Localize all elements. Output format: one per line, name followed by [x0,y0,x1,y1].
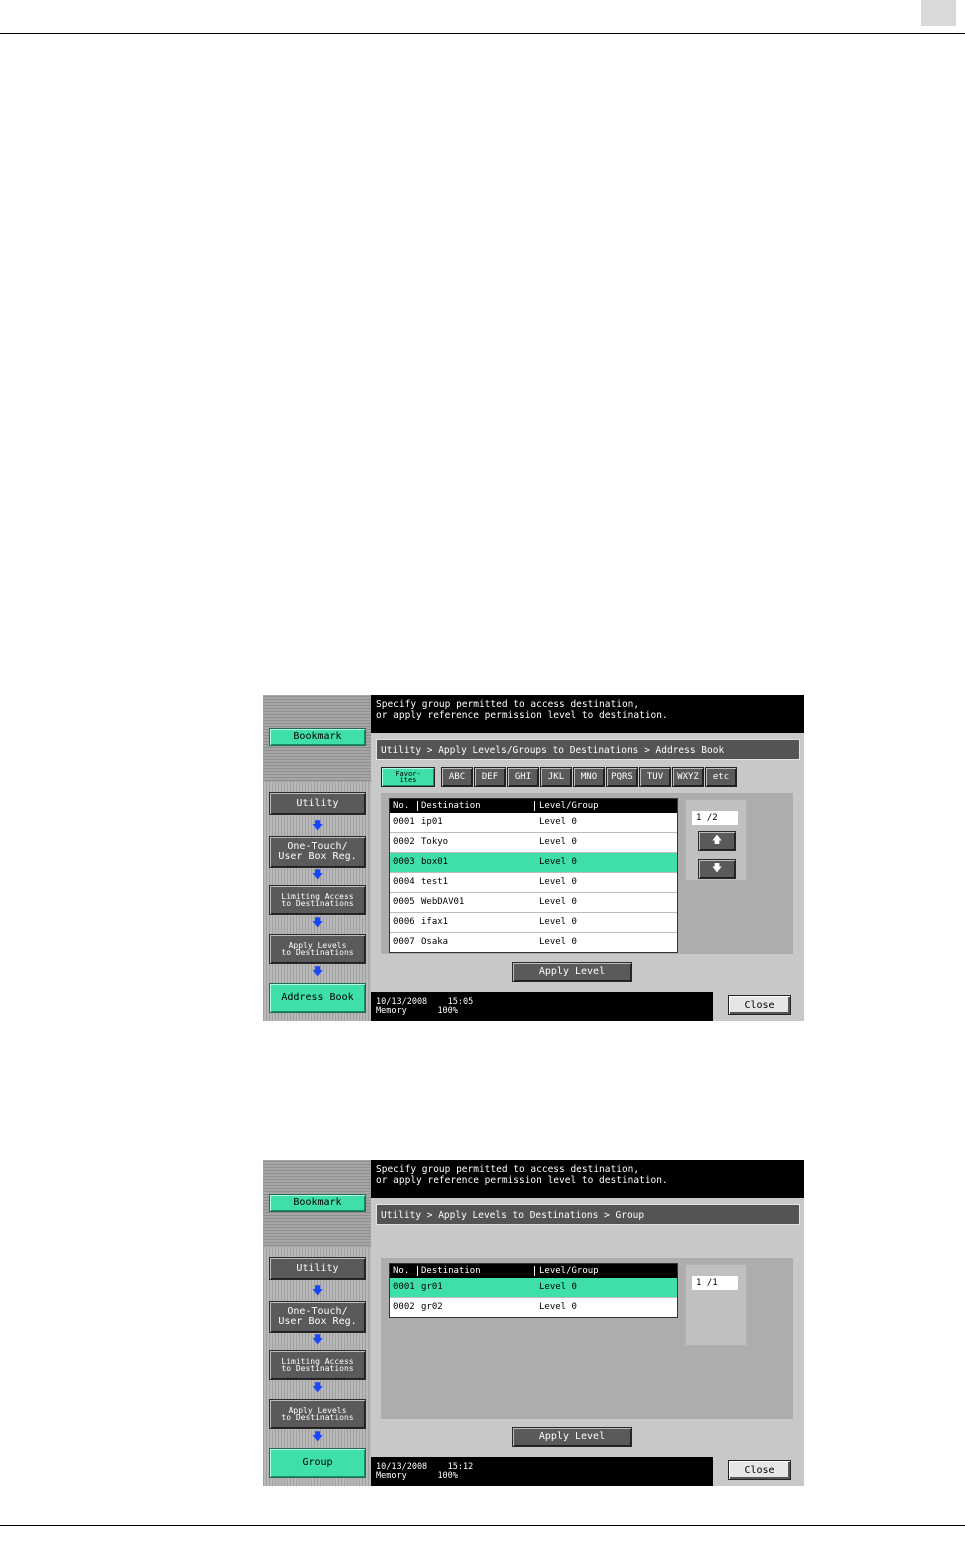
arrow-down-icon: 🡇 [312,1381,324,1394]
table-row[interactable]: 0001 ip01 Level 0 [390,813,677,833]
status-time: 15:05 [447,997,474,1007]
instruction-message: Specify group permitted to access destination, or apply reference permission level to destination. [371,1160,804,1198]
breadcrumb: Utility > Apply Levels/Groups to Destinations > Address Book [376,739,800,760]
nav-limiting-access-button[interactable]: Limiting Access to Destinations [269,1350,366,1380]
apply-level-button[interactable]: Apply Level [512,962,632,982]
index-tab-pqrs[interactable]: PQRS [606,767,638,787]
column-destination: Destination [421,1266,481,1276]
status-bar [371,1457,713,1486]
close-button[interactable]: Close [728,1460,791,1480]
status-time: 15:12 [447,1462,474,1472]
page-up-button[interactable] [698,831,736,851]
nav-limiting-access-button[interactable]: Limiting Access to Destinations [269,885,366,915]
apply-level-button[interactable]: Apply Level [512,1427,632,1447]
header-rule [0,33,965,34]
table-row[interactable]: 0006 ifax1 Level 0 [390,913,677,933]
nav-utility-button[interactable]: Utility [269,1257,366,1280]
arrow-down-icon: 🡇 [312,1333,324,1346]
index-tab-abc[interactable]: ABC [441,767,473,787]
arrow-down-icon: 🡇 [312,819,324,832]
nav-group-button[interactable]: Group [269,1448,366,1478]
page-indicator: 1 /2 [692,811,738,825]
arrow-down-icon: 🡇 [312,1430,324,1443]
arrow-down-icon: 🡇 [312,868,324,881]
table-row[interactable]: 0005 WebDAV01 Level 0 [390,893,677,913]
table-row[interactable]: 0007 Osaka Level 0 [393,937,577,947]
bookmark-button[interactable]: Bookmark [269,1194,366,1212]
arrow-down-icon: 🡇 [711,863,723,874]
index-tab-def[interactable]: DEF [474,767,506,787]
table-row[interactable]: 0004 test1 Level 0 [390,873,677,893]
index-tab-mno[interactable]: MNO [573,767,605,787]
table-header [390,799,677,813]
column-no: No. [393,801,410,811]
index-tab-tuv[interactable]: TUV [639,767,671,787]
status-memory-label: Memory [376,1006,407,1016]
status-memory-value: 100% [437,1006,458,1016]
arrow-down-icon: 🡇 [312,916,324,929]
arrow-up-icon: 🡅 [711,835,723,846]
column-destination: Destination [421,801,481,811]
destination-table [389,798,678,953]
table-row[interactable]: 0002 Tokyo Level 0 [390,833,677,853]
screen-group [263,1160,804,1486]
nav-apply-levels-button[interactable]: Apply Levels to Destinations [269,934,366,964]
nav-address-book-button[interactable]: Address Book [269,983,366,1013]
status-memory-label: Memory [376,1471,407,1481]
arrow-down-icon: 🡇 [312,1284,324,1297]
page-indicator: 1 /1 [692,1276,738,1290]
screen-address-book [263,695,804,1021]
table-row[interactable]: 0002 gr02 Level 0 [393,1302,577,1312]
table-row-selected[interactable]: 0003 box01 Level 0 [390,853,677,873]
index-tab-jkl[interactable]: JKL [540,767,572,787]
index-tab-favorites[interactable]: Favor- ites [381,767,435,787]
index-tab-etc[interactable]: etc [705,767,737,787]
bookmark-button[interactable]: Bookmark [269,728,366,746]
status-memory-value: 100% [437,1471,458,1481]
status-date: 10/13/2008 [376,1462,428,1472]
page-down-button[interactable] [698,859,736,879]
nav-one-touch-button[interactable]: One-Touch/ User Box Reg. [269,1301,366,1333]
destination-table [389,1263,678,1318]
breadcrumb: Utility > Apply Levels to Destinations > Group [376,1204,800,1225]
instruction-message: Specify group permitted to access destination, or apply reference permission level to destination. [371,695,804,733]
table-row-selected[interactable]: 0001 gr01 Level 0 [390,1278,677,1298]
page-number-tab [921,0,956,26]
column-level-group: Level/Group [539,1266,599,1276]
column-level-group: Level/Group [539,801,599,811]
footer-rule [0,1525,965,1526]
status-bar [371,992,713,1021]
pager [685,799,747,881]
nav-apply-levels-button[interactable]: Apply Levels to Destinations [269,1399,366,1429]
nav-utility-button[interactable]: Utility [269,792,366,815]
table-header [390,1264,677,1278]
index-tab-ghi[interactable]: GHI [507,767,539,787]
pager [685,1264,747,1346]
status-date: 10/13/2008 [376,997,428,1007]
column-no: No. [393,1266,410,1276]
close-button[interactable]: Close [728,995,791,1015]
nav-one-touch-button[interactable]: One-Touch/ User Box Reg. [269,836,366,868]
index-tab-wxyz[interactable]: WXYZ [672,767,704,787]
arrow-down-icon: 🡇 [312,965,324,978]
